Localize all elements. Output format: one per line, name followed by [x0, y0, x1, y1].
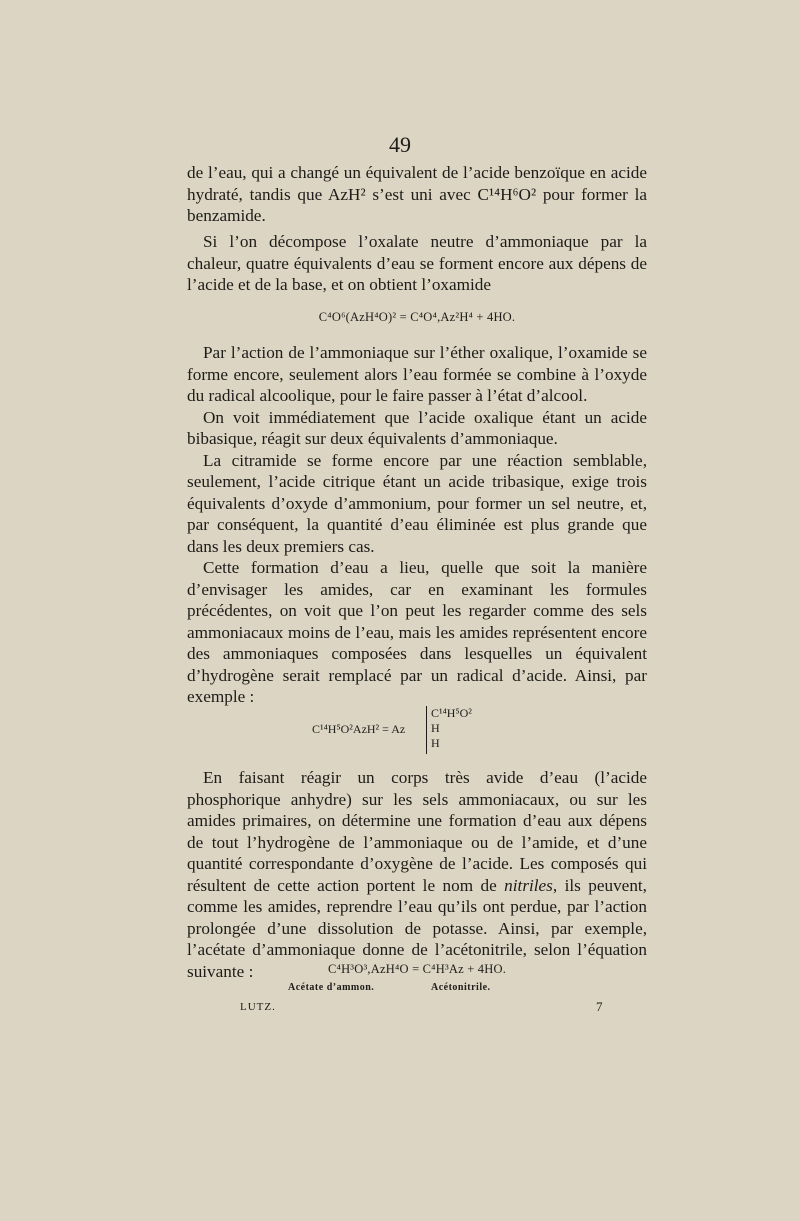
formula-right-column	[431, 706, 472, 751]
paragraph: Si l’on décompose l’oxalate neutre d’ammoniaque par la chaleur, quatre équivalents d’eau se forment encore aux dépens de l’acide et de la base, et on obtient l’oxamide	[187, 232, 647, 294]
text-column-bottom	[187, 767, 647, 982]
formula-line: H	[431, 721, 440, 735]
text-column-middle	[187, 342, 647, 708]
paragraph-text: , ils peuvent, comme les amides, reprendre l’eau qu’ils ont perdue, par l’action prolongée d’une dissolution de potasse. Ainsi, par exemple, l’acétate d’ammoniaque donne de l’acétonitrile, selon l’équation suivante :	[187, 875, 647, 981]
footer-author: LUTZ.	[240, 1001, 276, 1013]
page-number: 49	[389, 132, 411, 157]
text-column-oxalate	[187, 231, 647, 296]
paragraph: On voit immédiatement que l’acide oxalique étant un acide bibasique, réagit sur deux équivalents d’ammoniaque.	[187, 407, 647, 448]
formula-left-side: C¹⁴H⁵O²AzH² = Az	[312, 722, 406, 736]
caption-acetonitrile: Acétonitrile.	[431, 982, 491, 993]
paragraph: La citramide se forme encore par une réaction semblable, seulement, l’acide citrique étant un acide tribasique, exige trois équivalents d’oxyde d’ammonium, pour former un sel neutre, et, par conséquent, la quantité d’eau éliminée est plus grande que dans les deux premiers cas.	[187, 450, 647, 556]
formula-line: C¹⁴H⁵O²	[431, 706, 472, 720]
brace-bar	[426, 706, 427, 754]
paragraph: Par l’action de l’ammoniaque sur l’éther oxalique, l’oxamide se forme encore, seulement alors l’eau formée se combine à l’oxyde du radical alcoolique, pour le faire passer à l’état d’alcool.	[187, 343, 647, 405]
paragraph: de l’eau, qui a changé un équivalent de l’acide benzoïque en acide hydraté, tandis que AzH² s’est uni avec C¹⁴H⁶O² pour former la benzamide.	[187, 163, 647, 225]
italic-term: nitriles	[504, 875, 553, 895]
paragraph-text: En faisant réagir un corps très avide d’eau (l’acide phosphorique anhydre) sur les sels ammoniacaux, ou sur les amides primaires, on détermine une formation d’eau aux dépens de tout l’hydrogène de l’ammoniaque ou de l’amide, et d’une quantité correspondante d’oxygène de l’acide. Les composés qui résultent de cette action portent le nom de	[187, 768, 647, 895]
caption-acetate: Acétate d’ammon.	[288, 982, 375, 993]
acetonitrile-equation: C⁴H³O³,AzH⁴O = C⁴H³Az + 4HO.	[327, 962, 507, 976]
paragraph	[187, 767, 647, 982]
footer-sheet-number: 7	[596, 999, 603, 1014]
formula-line: H	[431, 736, 440, 750]
paragraph: Cette formation d’eau a lieu, quelle que soit la manière d’envisager les amides, car en examinant les formules précédentes, on voit que l’on peut les regarder comme des sels ammoniacaux moins de l’eau, mais les amides représentent encore des ammoniaques composées dans lesquelles un équivalent d’hydrogène serait remplacé par un radical d’acide. Ainsi, par exemple :	[187, 558, 647, 706]
oxamide-equation: C⁴O⁶(AzH⁴O)² = C⁴O⁴,Az²H⁴ + 4HO.	[318, 310, 516, 324]
text-column-top	[187, 162, 647, 227]
